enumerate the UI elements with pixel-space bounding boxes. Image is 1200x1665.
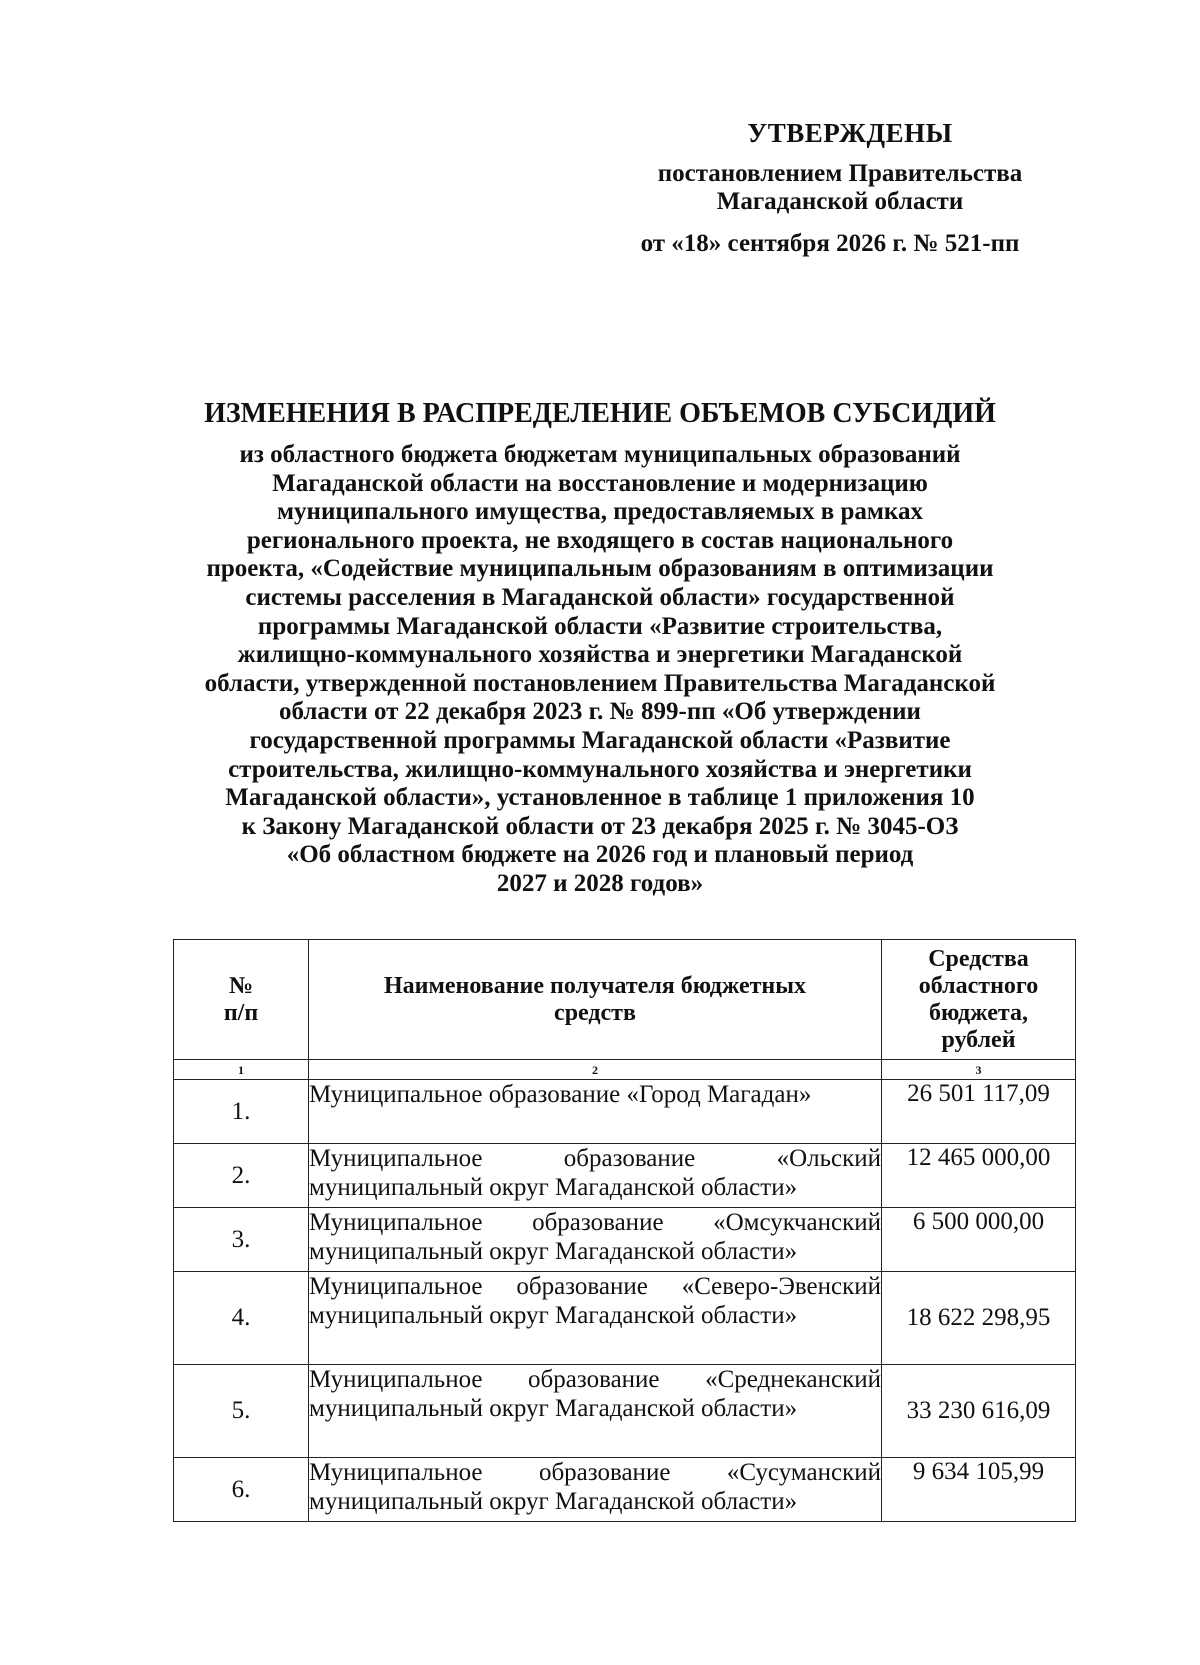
header-amount-line: областного: [918, 972, 1039, 999]
approval-title: УТВЕРЖДЕНЫ: [747, 118, 953, 148]
table-row: [174, 1365, 1076, 1458]
table-row: [174, 1458, 1076, 1522]
header-number: [174, 940, 309, 1060]
subtitle-line: программы Магаданской области «Развитие строительства,: [257, 612, 943, 640]
recipient-name: Муниципальное образование «Омсукчанский муниципальный округ Магаданской области»: [309, 1208, 882, 1272]
recipient-name: Муниципальное образование «Ольский муниципальный округ Магаданской области»: [309, 1144, 882, 1208]
recipient-name: Муниципальное образование «Сусуманский муниципальный округ Магаданской области»: [309, 1458, 882, 1522]
table-row: [174, 1208, 1076, 1272]
subtitle-line: регионального проекта, не входящего в состав национального: [246, 526, 954, 554]
amount-value: 12 465 000,00: [882, 1144, 1076, 1208]
subtitle-line: проекта, «Содействие муниципальным образованиям в оптимизации: [206, 555, 994, 583]
subtitle-line: области, утвержденной постановлением Правительства Магаданской: [204, 669, 996, 697]
subtitle-line: системы расселения в Магаданской области» государственной: [245, 583, 955, 611]
amount-value: 9 634 105,99: [882, 1458, 1076, 1522]
header-recipient-line: Наименование получателя бюджетных: [384, 972, 806, 999]
row-number: 5.: [174, 1365, 309, 1458]
amount-value: 33 230 616,09: [882, 1365, 1076, 1458]
amount-value: 26 501 117,09: [882, 1080, 1076, 1144]
subtitle-line: жилищно-коммунального хозяйства и энергетики Магаданской: [237, 641, 963, 669]
approval-line-1: постановлением Правительства: [657, 160, 1023, 187]
column-index: 3: [882, 1060, 1076, 1080]
subtitle-line: Магаданской области на восстановление и модернизацию: [272, 469, 928, 497]
row-number: 4.: [174, 1272, 309, 1365]
header-number-line: №: [228, 972, 254, 999]
header-amount-line: Средства: [928, 945, 1029, 972]
row-number: 3.: [174, 1208, 309, 1272]
subtitle-line: к Закону Магаданской области от 23 декабря 2025 г. № 3045-ОЗ: [241, 812, 959, 840]
subtitle-line: области от 22 декабря 2023 г. № 899-пп «Об утверждении: [279, 698, 921, 726]
row-number: 1.: [174, 1080, 309, 1144]
subtitle-line: строительства, жилищно-коммунального хозяйства и энергетики: [228, 755, 972, 783]
header-recipient: [309, 940, 882, 1060]
header-amount: [882, 940, 1076, 1060]
subtitle-line: 2027 и 2028 годов»: [496, 869, 704, 897]
header-amount-line: рублей: [941, 1026, 1016, 1053]
document-title: ИЗМЕНЕНИЯ В РАСПРЕДЕЛЕНИЕ ОБЪЕМОВ СУБСИДИЙ: [204, 398, 996, 429]
subtitle-line: муниципального имущества, предоставляемых в рамках: [277, 498, 923, 526]
table-row: [174, 1272, 1076, 1365]
recipient-name: Муниципальное образование «Город Магадан»: [309, 1080, 882, 1144]
table-row: [174, 1080, 1076, 1144]
header-recipient-line: средств: [554, 999, 636, 1026]
column-index: 1: [174, 1060, 309, 1080]
document-subtitle: [150, 441, 1050, 899]
table-row: [174, 1144, 1076, 1208]
row-number: 2.: [174, 1144, 309, 1208]
recipient-name: Муниципальное образование «Среднеканский муниципальный округ Магаданской области»: [309, 1365, 882, 1458]
subtitle-line: «Об областном бюджете на 2026 год и плановый период: [286, 841, 914, 869]
column-index-row: [174, 1060, 1076, 1080]
subtitle-line: государственной программы Магаданской области «Развитие: [249, 726, 951, 754]
subtitle-line: из областного бюджета бюджетам муниципальных образований: [239, 441, 961, 468]
subtitle-line: Магаданской области», установленное в таблице 1 приложения 10: [225, 784, 975, 812]
subsidy-table: [173, 939, 1076, 1522]
approval-date-number: от «18» сентября 2026 г. № 521-пп: [640, 230, 1020, 257]
row-number: 6.: [174, 1458, 309, 1522]
column-index: 2: [309, 1060, 882, 1080]
amount-value: 6 500 000,00: [882, 1208, 1076, 1272]
recipient-name: Муниципальное образование «Северо-Эвенский муниципальный округ Магаданской области»: [309, 1272, 882, 1365]
header-number-line: п/п: [223, 999, 259, 1026]
amount-value: 18 622 298,95: [882, 1272, 1076, 1365]
approval-line-2: Магаданской области: [716, 188, 964, 215]
table-header-row: [174, 940, 1076, 1060]
header-amount-line: бюджета,: [929, 999, 1028, 1026]
